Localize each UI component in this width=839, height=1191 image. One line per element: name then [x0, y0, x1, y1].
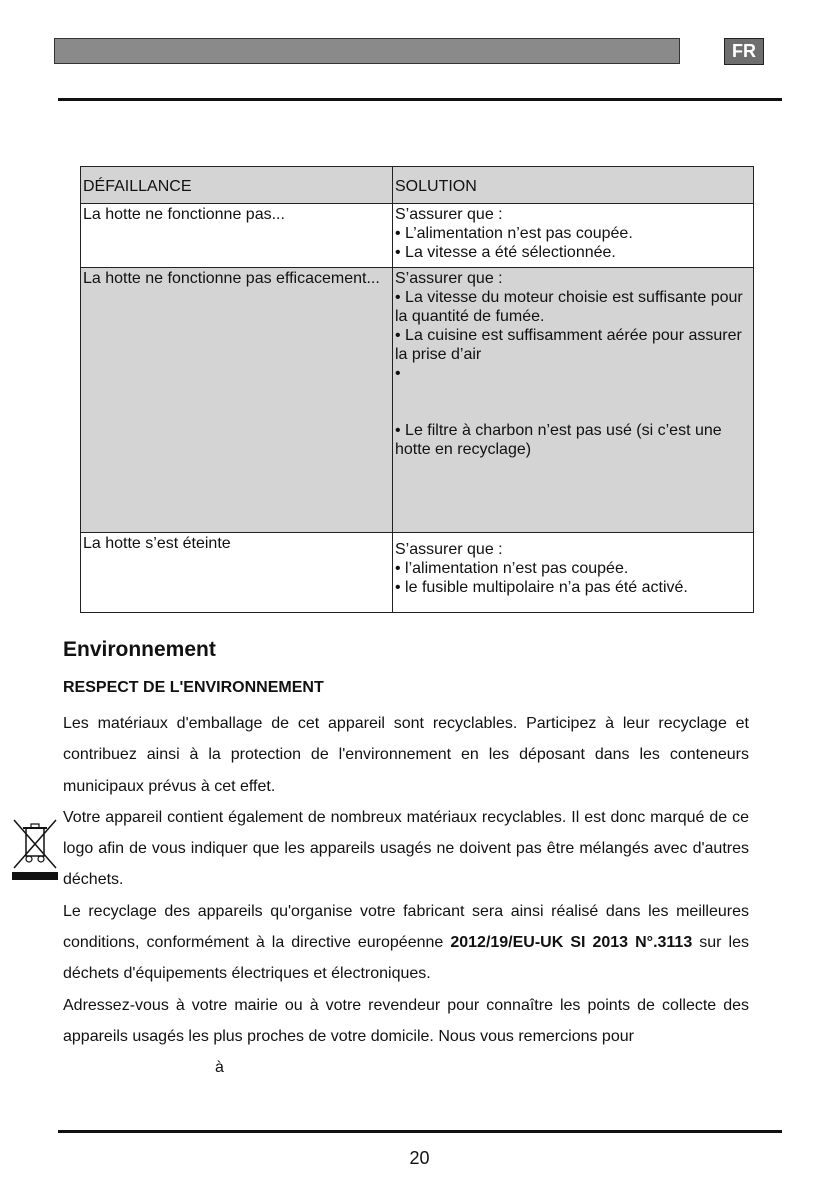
bottom-rule: [58, 1130, 782, 1133]
directive-reference: 2012/19/EU-UK SI 2013 N°.3113: [450, 934, 693, 952]
solution-cell: [393, 204, 754, 268]
top-rule: [58, 98, 782, 101]
solution-gap: [395, 383, 751, 421]
solution-cell: [393, 268, 754, 533]
solution-line: S’assurer que :: [395, 541, 503, 558]
fault-cell: La hotte ne fonctionne pas efficacement...: [81, 268, 393, 533]
solution-line: • La vitesse a été sélectionnée.: [395, 244, 616, 261]
paragraph-text: sur les déchets d'équipements électriques et électroniques.: [63, 934, 749, 983]
paragraph: [63, 896, 749, 990]
table-row: [81, 533, 754, 613]
solution-cell: [393, 533, 754, 613]
paragraph: Adressez-vous à votre mairie ou à votre revendeur pour connaître les points de collecte des appareils usagés les plus proches de votre domicile. Nous vous remercions pour: [63, 996, 749, 1045]
troubleshooting-table: [80, 166, 754, 613]
table-row: [81, 268, 754, 533]
table-header-row: [81, 167, 754, 204]
subsection-title: RESPECT DE L'ENVIRONNEMENT: [63, 679, 324, 696]
solution-line: • L’alimentation n’est pas coupée.: [395, 225, 633, 242]
page-number: 20: [409, 1148, 430, 1168]
solution-line: • La vitesse du moteur choisie est suffisante pour la quantité de fumée.: [395, 289, 743, 325]
solution-line: • La cuisine est suffisamment aérée pour assurer la prise d’air: [395, 327, 742, 363]
solution-line: S’assurer que :: [395, 206, 503, 223]
solution-line: S’assurer que :: [395, 270, 503, 287]
solution-line: • Le filtre à charbon n’est pas usé (si c’est une hotte en recyclage): [395, 422, 722, 458]
weee-bin-icon: [12, 818, 58, 880]
truncated-line: à: [215, 1059, 224, 1077]
solution-column-header: SOLUTION: [393, 167, 754, 204]
paragraph-text: Le recyclage des appareils qu'organise votre fabricant sera ainsi réalisé dans les meilleures conditions, conformément à la directive européenne: [63, 902, 749, 952]
paragraph: Votre appareil contient également de nombreux matériaux recyclables. Il est donc marqué de ce logo afin de vous indiquer que les appareils usagés ne doivent pas être mélangés avec d'autres déchets.: [63, 808, 749, 889]
table-row: [81, 204, 754, 268]
solution-line: • l’alimentation n’est pas coupée.: [395, 560, 629, 577]
solution-line: •: [395, 365, 401, 382]
fault-cell: La hotte s’est éteinte: [81, 533, 393, 613]
fault-column-header: DÉFAILLANCE: [81, 167, 393, 204]
header-bar: [54, 38, 680, 64]
paragraph: Les matériaux d'emballage de cet appareil sont recyclables. Participez à leur recyclage et contribuez ainsi à la protection de l'environnement en les déposant dans les conteneurs municipaux prévus à cet effet.: [63, 715, 749, 795]
environment-body: [63, 708, 749, 1084]
language-badge: FR: [724, 38, 764, 65]
fault-cell: La hotte ne fonctionne pas...: [81, 204, 393, 268]
solution-line: • le fusible multipolaire n’a pas été activé.: [395, 579, 688, 596]
section-title: Environnement: [63, 638, 216, 661]
